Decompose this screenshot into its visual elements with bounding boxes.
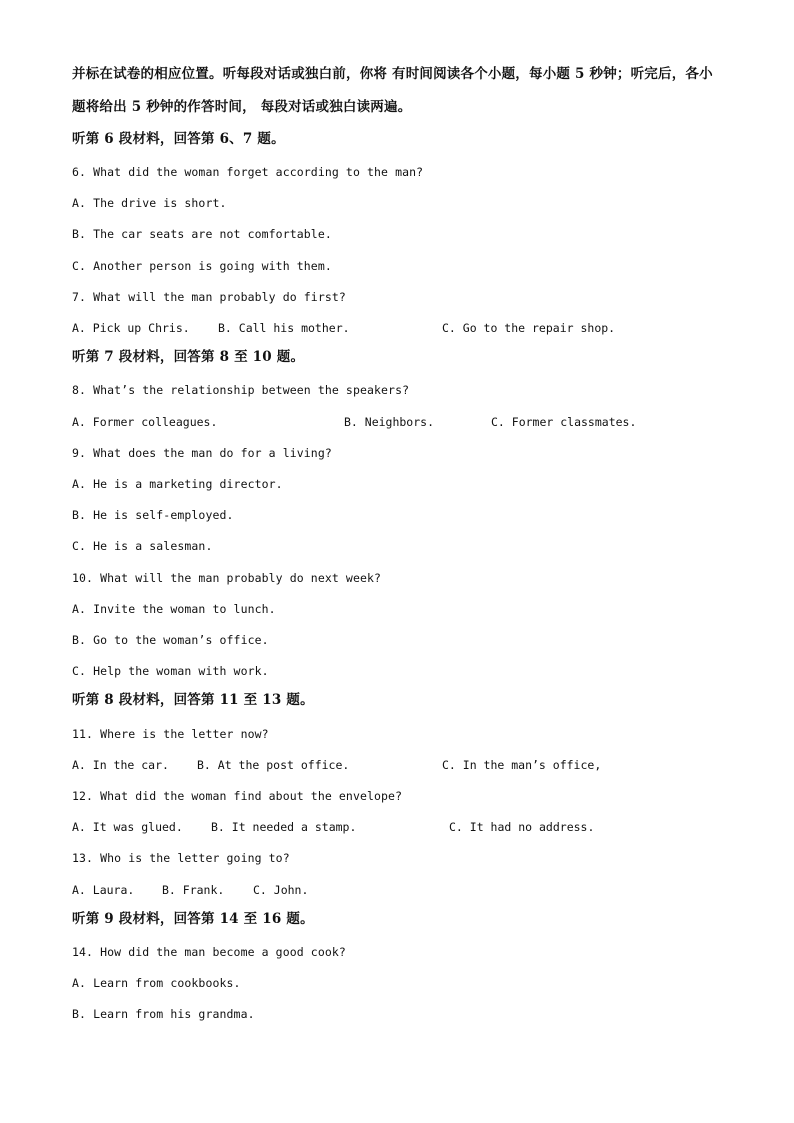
question-11-option-a: A. In the car. [72, 758, 169, 772]
question-9-option-a: A. He is a marketing director. [72, 477, 283, 491]
section-heading: 听第 8 段材料，回答第 11 至 13 题。 [72, 692, 314, 708]
question-10-option-c: C. Help the woman with work. [72, 664, 269, 678]
question-14-option-a: A. Learn from cookbooks. [72, 976, 241, 990]
question-7-option-b: B. Call his mother. [218, 321, 350, 335]
question-12: 12. What did the woman find about the envelope? [72, 789, 403, 803]
question-6: 6. What did the woman forget according to the man? [72, 165, 424, 179]
question-13-option-b: B. Frank. [162, 883, 225, 897]
section-heading: 听第 7 段材料，回答第 8 至 10 题。 [72, 349, 305, 365]
question-9: 9. What does the man do for a living? [72, 446, 332, 460]
question-11-option-c: C. In the man’s office, [442, 758, 602, 772]
question-13-option-a: A. Laura. [72, 883, 135, 897]
question-12-option-a: A. It was glued. [72, 820, 183, 834]
question-8-option-b: B. Neighbors. [344, 415, 435, 429]
question-7-option-c: C. Go to the repair shop. [442, 321, 616, 335]
question-6-option-c: C. Another person is going with them. [72, 259, 332, 273]
question-9-option-b: B. He is self-employed. [72, 508, 234, 522]
question-6-option-b: B. The car seats are not comfortable. [72, 227, 332, 241]
question-8-option-c: C. Former classmates. [491, 415, 637, 429]
question-11-option-b: B. At the post office. [197, 758, 350, 772]
question-6-option-a: A. The drive is short. [72, 196, 227, 210]
question-13-option-c: C. John. [253, 883, 309, 897]
section-heading: 听第 9 段材料，回答第 14 至 16 题。 [72, 911, 314, 927]
question-7: 7. What will the man probably do first? [72, 290, 346, 304]
question-10-option-b: B. Go to the woman’s office. [72, 633, 269, 647]
question-10: 10. What will the man probably do next week? [72, 571, 382, 585]
question-12-option-b: B. It needed a stamp. [211, 820, 357, 834]
instructions-line-2: 题将给出 5 秒钟的作答时间， 每段对话或独白读两遍。 [72, 99, 412, 115]
question-13: 13. Who is the letter going to? [72, 851, 290, 865]
question-7-option-a: A. Pick up Chris. [72, 321, 190, 335]
question-9-option-c: C. He is a salesman. [72, 539, 213, 553]
question-14: 14. How did the man become a good cook? [72, 945, 346, 959]
question-8: 8. What’s the relationship between the speakers? [72, 383, 410, 397]
question-10-option-a: A. Invite the woman to lunch. [72, 602, 276, 616]
instructions-line-1: 并标在试卷的相应位置。听每段对话或独白前，你将 有时间阅读各个小题，每小题 5 秒钟；听完后，各小 [72, 66, 713, 82]
question-8-option-a: A. Former colleagues. [72, 415, 218, 429]
question-12-option-c: C. It had no address. [449, 820, 595, 834]
section-heading: 听第 6 段材料，回答第 6、7 题。 [72, 131, 285, 147]
question-14-option-b: B. Learn from his grandma. [72, 1007, 255, 1021]
question-11: 11. Where is the letter now? [72, 727, 269, 741]
